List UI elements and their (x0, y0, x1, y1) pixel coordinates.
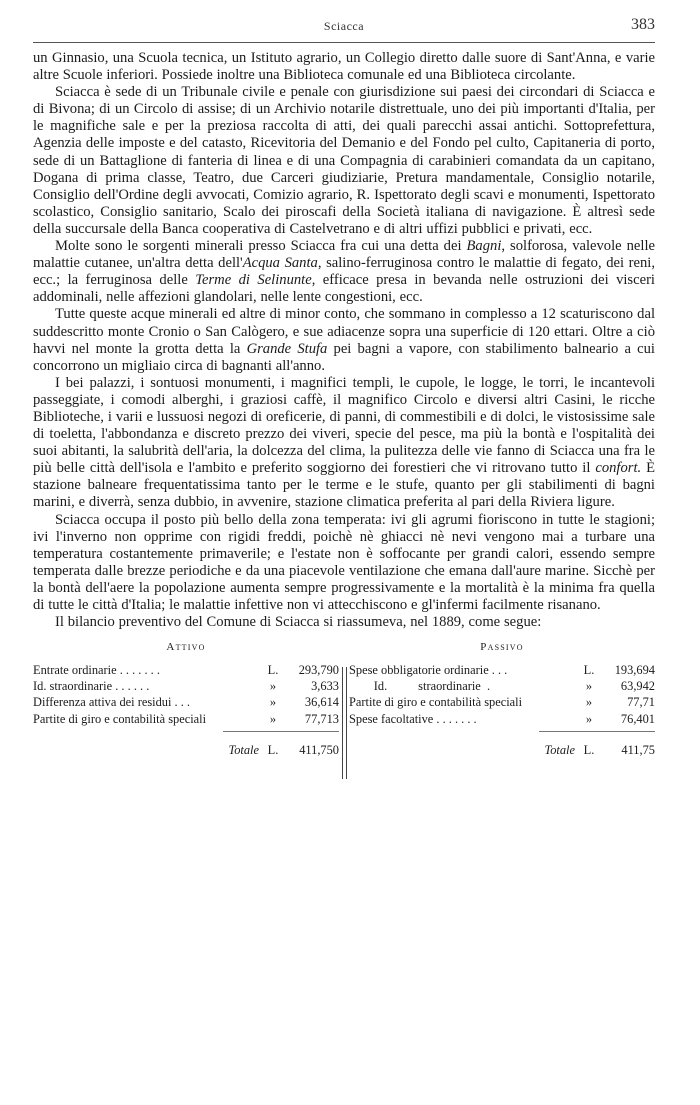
passivo-row (349, 678, 655, 694)
running-head (33, 0, 655, 46)
passivo-row (349, 711, 655, 727)
paragraph-3-italic-bagni: Bagni (466, 238, 502, 255)
paragraph-4-text-b: pei bagni a vapore, con stabilimento balneario a cui concorrono un migliaio circa di bagnanti all'anno. (33, 340, 655, 374)
row-label: Differenza attiva dei residui . . . (33, 695, 191, 710)
paragraph-6: Sciacca occupa il posto più bello della zona temperata: ivi gli agrumi fioriscono in tutte le stagioni; ivi l'inverno non opprime con rigidi freddi, poichè nè ghiacci nè nevi vengono mai a turbare una temperatura costantemente primaverile; e l'estate non è soffocante per grandi calori, essendo sempre temperata dalle brezze periodiche e da una piacevole ventilazione che emana dall'aure marine. Sicchè per la bontà dell'aere la popolazione aumenta sempre progressivamente e la mortalità è la minima fra quella di tutte le città d'Italia; le malattie infettive non vi attecchiscono e gl'infermi facilmente risanano. (33, 511, 655, 613)
header-rule (33, 42, 655, 43)
paragraph-3-text-d: , efficace presa in bevanda nelle ostruzioni dei visceri addominali, nelle affezioni glandolari, nelle lente congestioni, ecc. (33, 272, 655, 306)
paragraph-2: Sciacca è sede di un Tribunale civile e penale con giurisdizione sui paesi dei circondari di Sciacca e di Bivona; di un Circolo di assise; di un Archivio notarile distrettuale, uno dei più importanti d'Italia, per le magnifiche sale e per la preziosa raccolta di atti, dei quali parecchi assai antichi. Sottoprefettura, Agenzia delle imposte e del catasto, Ricevitoria del Demanio e del Fondo pel culto, Capitaneria di porto, sede di un Battaglione di fanteria di linea e di una Compagnia di carabinieri comandata da un capitano, Dogana di prima classe, Teatro, due Carceri giudiziarie, Pretura mandamentale, Consiglio notarile, Consiglio dell'Ordine degli avvocati, Comizio agrario, R. Ispettorato degli scavi e monumenti, Ispettorato scolastico, Consiglio sanitario, Scalo dei piroscafi della Società italiana di navigazione. È altresì sede della succursale della Banca cooperativa di Castelvetrano e di altri uffizi pubblici e privati, ecc. (33, 84, 655, 237)
page-number: 383 (631, 16, 655, 33)
row-amount: 293,790 (298, 662, 339, 677)
attivo-total (33, 742, 339, 758)
body-text (33, 50, 655, 631)
row-label: Entrate ordinarie . . . . . . . (33, 662, 160, 677)
row-currency: L. (267, 662, 279, 677)
row-amount: 3,633 (311, 679, 339, 693)
paragraph-3-text-c: , salino-ferruginosa contro le malattie di fegato, dei reni, ecc.; la ferruginosa delle (33, 255, 656, 289)
row-label: Spese obbligatorie ordinarie . . . (349, 662, 508, 677)
row-label: Id. straordinarie . (349, 679, 491, 693)
paragraph-3-italic-terme: Terme di Selinunte (195, 272, 312, 289)
paragraph-3-text-a: Molte sono le sorgenti minerali presso Sciacca fra cui una detta dei (55, 238, 467, 255)
paragraph-3-text-b: , solforosa, valevole nelle malattie cutanee, un'altra detta dell' (33, 238, 655, 272)
passivo-heading: Passivo (480, 641, 524, 654)
paragraph-4-italic-grande-stufa: Grande Stufa (246, 340, 328, 357)
row-currency: » (269, 695, 277, 710)
paragraph-5-text-b: È stazione balneare frequentatissima tanto per le terme e le stufe, quanto per gli stabilimenti di bagni marini, e diverrà, senza dubbio, in avvenire, stazione climatica preferita al pari della Riviera ligure. (33, 460, 656, 511)
row-currency: » (585, 711, 593, 726)
row-amount: 63,942 (620, 679, 655, 693)
row-currency: » (269, 679, 277, 693)
paragraph-3-italic-acqua-santa: Acqua Santa (242, 255, 318, 272)
total-label: Totale (544, 743, 575, 758)
row-label: Spese facoltative . . . . . . . (349, 711, 477, 726)
attivo-row (33, 678, 339, 694)
paragraph-3 (33, 238, 655, 306)
budget-table (33, 635, 655, 758)
passivo-column (349, 635, 655, 758)
paragraph-7: Il bilancio preventivo del Comune di Sciacca si riassumeva, nel 1889, come segue: (55, 614, 542, 631)
row-label: Id. straordinarie . . . . . . (33, 679, 150, 693)
row-label: Partite di giro e contabilità speciali (33, 711, 207, 726)
paragraph-1: un Ginnasio, una Scuola tecnica, un Istituto agrario, un Collegio diretto dalle suore di Sant'Anna, e varie altre Scuole inferiori. Possiede inoltre una Biblioteca comunale ed una Biblioteca circolante. (33, 50, 655, 84)
paragraph-4 (33, 306, 655, 374)
sum-rule (539, 731, 655, 732)
total-currency: L. (583, 743, 595, 758)
total-label: Totale (228, 743, 259, 758)
paragraph-5-italic-confort: confort. (595, 460, 642, 477)
paragraph-4-text-a: Tutte queste acque minerali ed altre di minor conto, che sommano in complesso a 12 scaturiscono dal suddescritto monte Cronio o San Calògero, e sue adiacenze sopra una superficie di 120 ettari. Oltre a ciò havvi nel monte la grotta detta la (33, 306, 655, 357)
sum-rule (223, 731, 339, 732)
row-label: Partite di giro e contabilità speciali (349, 695, 523, 710)
row-amount: 193,694 (614, 662, 655, 677)
attivo-column (33, 635, 339, 758)
total-currency: L. (267, 743, 279, 758)
row-currency: » (585, 695, 593, 710)
row-amount: 76,401 (620, 711, 655, 726)
passivo-row (349, 694, 655, 710)
attivo-row (33, 694, 339, 710)
column-divider (342, 667, 347, 779)
passivo-total (349, 742, 655, 758)
total-amount: 411,75 (621, 743, 655, 758)
row-currency: » (269, 711, 277, 726)
book-page (33, 0, 655, 759)
passivo-row (349, 662, 655, 678)
row-amount: 36,614 (304, 695, 339, 710)
row-amount: 77,71 (627, 695, 655, 710)
row-amount: 77,713 (304, 711, 339, 726)
paragraph-5-text-a: I bei palazzi, i sontuosi monumenti, i magnifici templi, le cupole, le logge, le torri, le incantevoli passeggiate, i comodi alberghi, i graziosi caffè, il magnifico Circolo e diversi altri Casini, le ricche Biblioteche, i varii e lussuosi negozi di oreficerie, di panni, di commestibili e di dolci, le vistosissime sale di toeletta, l'abbondanza e discreto prezzo dei viveri, specie del pesce, ma più la bontà e l'ospitalità dei suoi abitanti, la salubrità dell'aria, la dolcezza del clima, la pulitezza delle vie fanno di Sciacca una fra le più belle città dell'isola e l'ambito e preferito soggiorno dei forestieri che vi ritrovano tutto il (33, 374, 655, 477)
paragraph-5 (33, 375, 655, 512)
total-amount: 411,750 (299, 743, 339, 758)
attivo-heading: Attivo (166, 641, 206, 654)
attivo-row (33, 662, 339, 678)
row-currency: » (585, 679, 593, 693)
row-currency: L. (583, 662, 595, 677)
running-title: Sciacca (323, 19, 365, 33)
attivo-row (33, 711, 339, 727)
